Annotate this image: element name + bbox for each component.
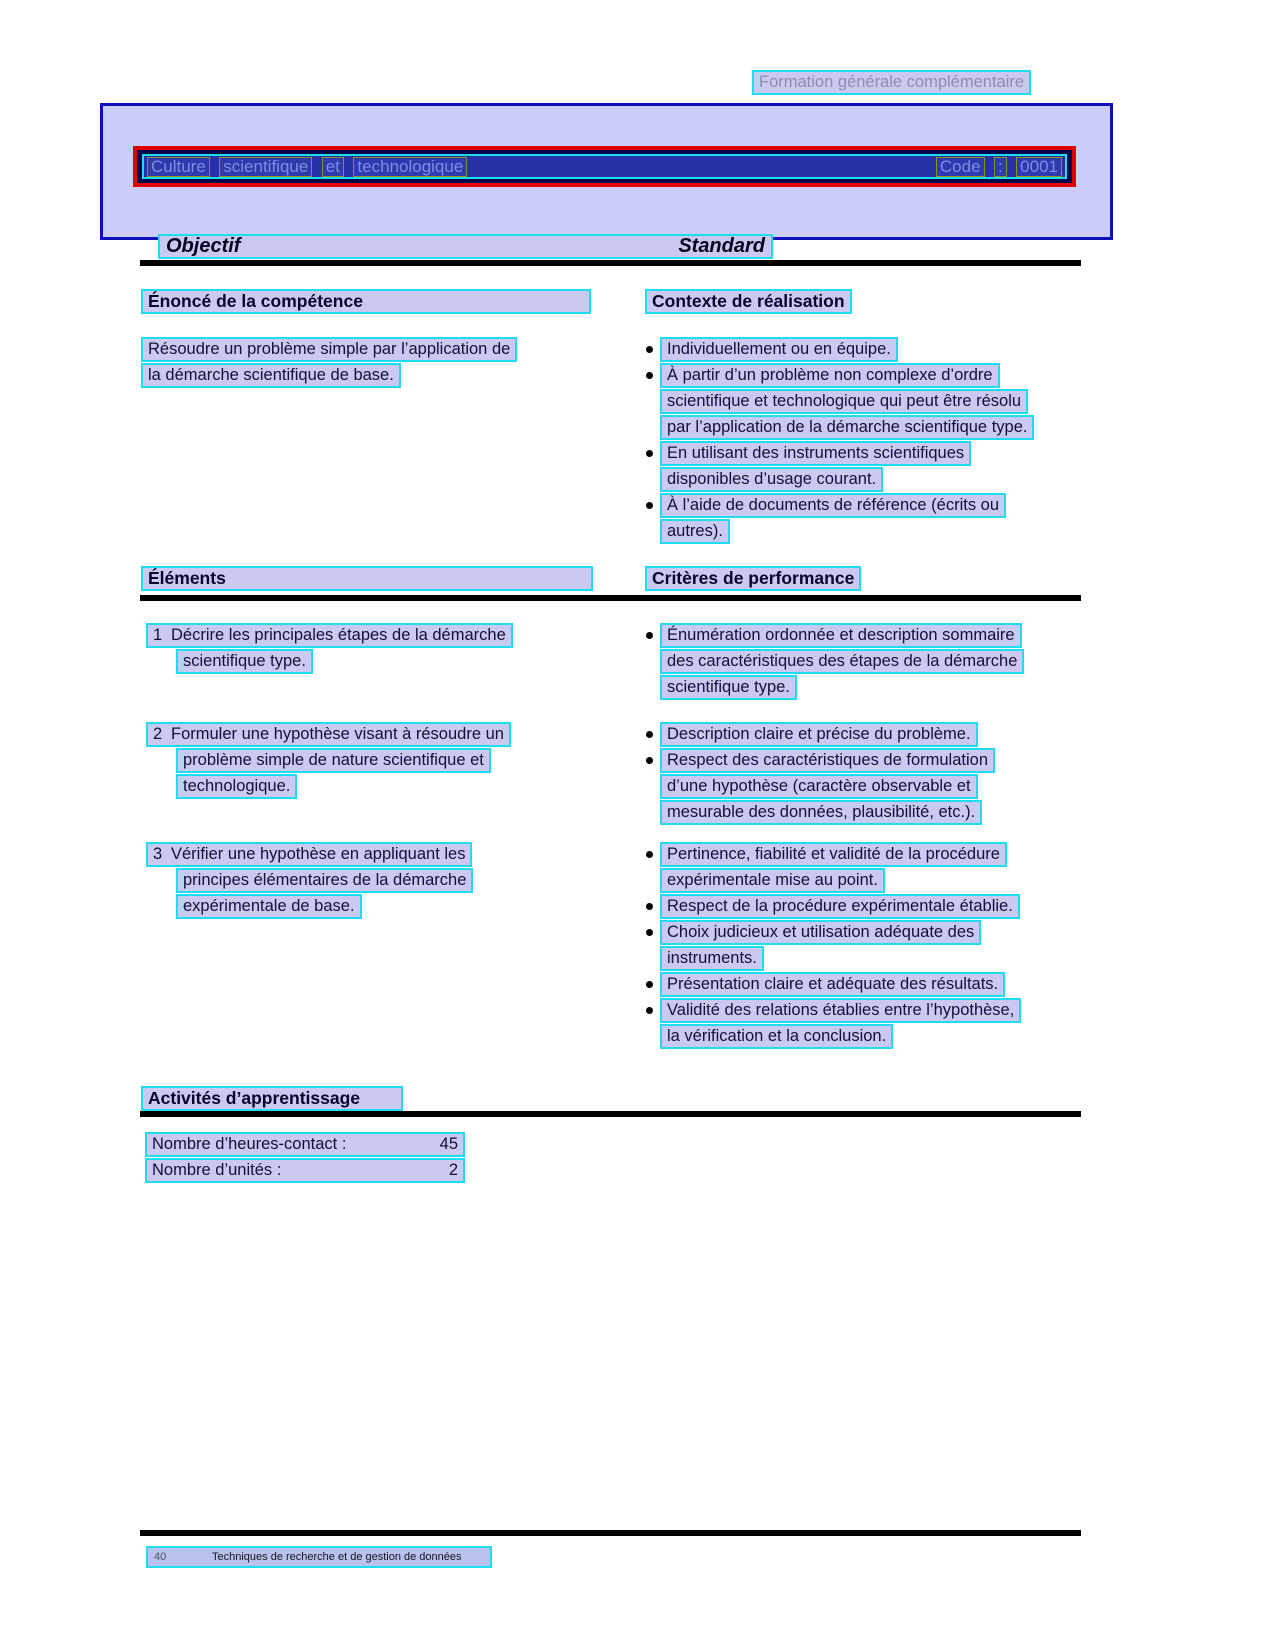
page-footer (146, 1546, 492, 1568)
units-row (145, 1158, 465, 1184)
contexte-header: Contexte de réalisation (645, 289, 852, 314)
critere-text-line: Choix judicieux et utilisation adéquate des (660, 920, 981, 945)
bullet-icon (646, 929, 653, 936)
activites-values (145, 1132, 465, 1184)
code-word: : (994, 157, 1007, 177)
list-item (640, 998, 1021, 1050)
bullet-icon (646, 981, 653, 988)
title-box (100, 103, 1113, 240)
element-text-line: problème simple de nature scientifique et (176, 748, 491, 773)
element-number: 3 (153, 845, 163, 863)
bullet-text-line: scientifique et technologique qui peut être résolu (660, 389, 1028, 414)
bullet-text-line: En utilisant des instruments scientifiques (660, 441, 971, 466)
element-text-line: Formuler une hypothèse visant à résoudre un (171, 725, 504, 743)
bullet-icon (646, 903, 653, 910)
critere-text-line: mesurable des données, plausibilité, etc.). (660, 800, 982, 825)
critere-text-line: Description claire et précise du problème. (660, 722, 978, 747)
criteres-list (640, 623, 1024, 701)
code-word: 0001 (1016, 157, 1062, 177)
critere-text-line: expérimentale mise au point. (660, 868, 885, 893)
list-item (640, 363, 1034, 441)
element-text-line: principes élémentaires de la démarche (176, 868, 473, 893)
bullet-icon (646, 851, 653, 858)
list-item (640, 842, 1021, 894)
criteres-header: Critères de performance (645, 566, 861, 591)
list-item (640, 623, 1024, 701)
bullet-text-line: par l’application de la démarche scientifique type. (660, 415, 1034, 440)
column-header-objectif: Objectif (166, 235, 241, 257)
hours-contact-value: 45 (439, 1135, 458, 1153)
competence-text-line: la démarche scientifique de base. (141, 363, 401, 388)
critere-text-line: Respect de la procédure expérimentale établie. (660, 894, 1020, 919)
footer-rule (140, 1530, 1081, 1536)
bullet-text-line: autres). (660, 519, 730, 544)
list-item (640, 894, 1021, 920)
hours-contact-label: Nombre d’heures-contact : (152, 1135, 347, 1153)
column-headers-band (158, 234, 773, 259)
list-item (640, 493, 1034, 545)
element-text-line: Décrire les principales étapes de la démarche (171, 626, 506, 644)
element-text-line: technologique. (176, 774, 297, 799)
critere-text-line: instruments. (660, 946, 764, 971)
title-word: et (322, 157, 344, 177)
column-header-standard: Standard (678, 235, 765, 257)
section-rule (140, 595, 1081, 601)
bullet-icon (646, 372, 653, 379)
contexte-list (640, 337, 1034, 545)
title-bar-band (142, 154, 1067, 179)
element-item (146, 722, 511, 800)
units-label: Nombre d’unités : (152, 1161, 282, 1179)
bullet-text-line: À partir d’un problème non complexe d’ordre (660, 363, 1000, 388)
list-item (640, 920, 1021, 972)
element-item (146, 623, 513, 675)
bullet-icon (646, 757, 653, 764)
list-item (640, 972, 1021, 998)
bullet-icon (646, 346, 653, 353)
criteres-list (640, 842, 1021, 1050)
critere-text-line: Présentation claire et adéquate des résultats. (660, 972, 1005, 997)
section-rule (140, 1111, 1081, 1117)
critere-text-line: Énumération ordonnée et description sommaire (660, 623, 1022, 648)
competence-text (141, 337, 517, 389)
competence-text-line: Résoudre un problème simple par l’application de (141, 337, 517, 362)
critere-text-line: d’une hypothèse (caractère observable et (660, 774, 978, 799)
hours-contact-row (145, 1132, 465, 1158)
critere-text-line: Pertinence, fiabilité et validité de la procédure (660, 842, 1007, 867)
title-word: scientifique (219, 157, 312, 177)
competence-header: Énoncé de la compétence (141, 289, 591, 314)
footer-doc-title: Techniques de recherche et de gestion de données (212, 1551, 462, 1563)
critere-text-line: scientifique type. (660, 675, 797, 700)
bullet-icon (646, 731, 653, 738)
criteres-list (640, 722, 995, 826)
title-bar (133, 146, 1076, 187)
code-word: Code (936, 157, 985, 177)
course-code (936, 157, 1062, 177)
element-item (146, 842, 473, 920)
critere-text-line: Validité des relations établies entre l’hypothèse, (660, 998, 1021, 1023)
bullet-icon (646, 450, 653, 457)
title-word: technologique (353, 157, 467, 177)
bullet-icon (646, 502, 653, 509)
element-number: 2 (153, 725, 163, 743)
list-item (640, 748, 995, 826)
activites-header: Activités d’apprentissage (141, 1086, 403, 1111)
element-text-line: Vérifier une hypothèse en appliquant les (171, 845, 466, 863)
footer-page-number: 40 (154, 1551, 167, 1563)
list-item (640, 337, 1034, 363)
section-rule (140, 260, 1081, 266)
element-number: 1 (153, 626, 163, 644)
bullet-text-line: Individuellement ou en équipe. (660, 337, 898, 362)
course-title (147, 157, 467, 177)
critere-text-line: Respect des caractéristiques de formulation (660, 748, 995, 773)
element-text-line: scientifique type. (176, 649, 313, 674)
bullet-icon (646, 632, 653, 639)
bullet-text-line: disponibles d’usage courant. (660, 467, 883, 492)
critere-text-line: la vérification et la conclusion. (660, 1024, 893, 1049)
critere-text-line: des caractéristiques des étapes de la démarche (660, 649, 1024, 674)
bullet-text-line: À l’aide de documents de référence (écrits ou (660, 493, 1006, 518)
list-item (640, 722, 995, 748)
page-header-right: Formation générale complémentaire (752, 70, 1031, 95)
elements-header: Éléments (141, 566, 593, 591)
title-word: Culture (147, 157, 210, 177)
units-value: 2 (448, 1161, 458, 1179)
element-text-line: expérimentale de base. (176, 894, 362, 919)
bullet-icon (646, 1007, 653, 1014)
list-item (640, 441, 1034, 493)
